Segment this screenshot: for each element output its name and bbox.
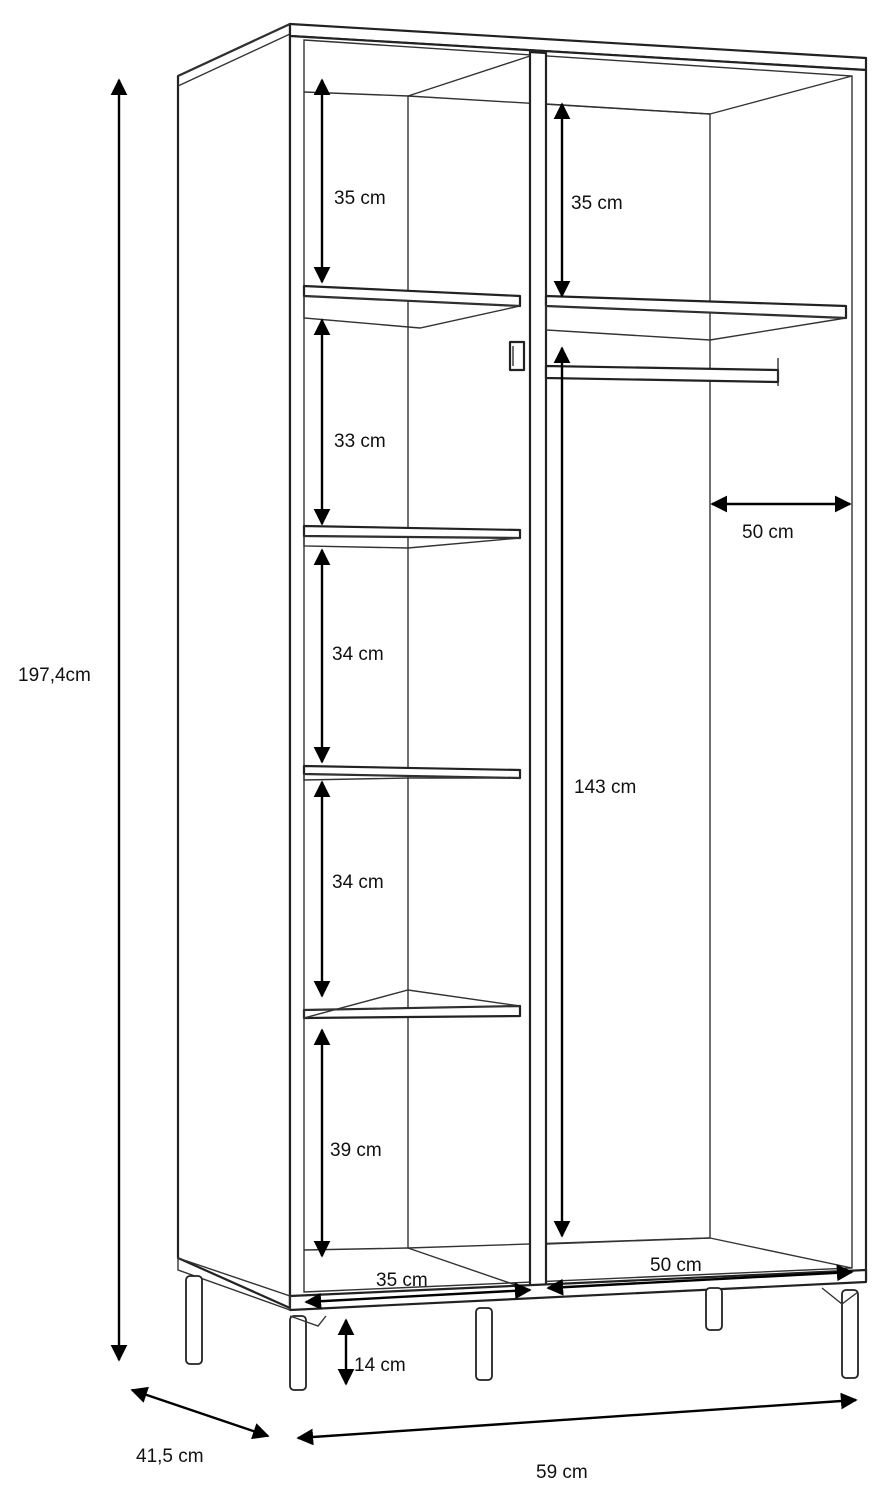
left-gap-5-label: 39 cm [330, 1140, 382, 1161]
right-hanging-height-label: 143 cm [574, 777, 637, 798]
total-height-label: 197,4cm [18, 665, 91, 686]
left-gap-4-label: 34 cm [332, 872, 384, 893]
right-rail-depth-label: 50 cm [742, 522, 794, 543]
width-label: 59 cm [536, 1462, 588, 1483]
depth-label: 41,5 cm [136, 1446, 204, 1467]
left-width-label: 35 cm [376, 1270, 428, 1291]
right-width-label: 50 cm [650, 1255, 702, 1276]
right-top-gap-label: 35 cm [571, 193, 623, 214]
left-gap-1-label: 35 cm [334, 188, 386, 209]
wardrobe-body [178, 24, 866, 1310]
leg-height-label: 14 cm [354, 1355, 406, 1376]
left-gap-3-label: 34 cm [332, 644, 384, 665]
left-gap-2-label: 33 cm [334, 431, 386, 452]
